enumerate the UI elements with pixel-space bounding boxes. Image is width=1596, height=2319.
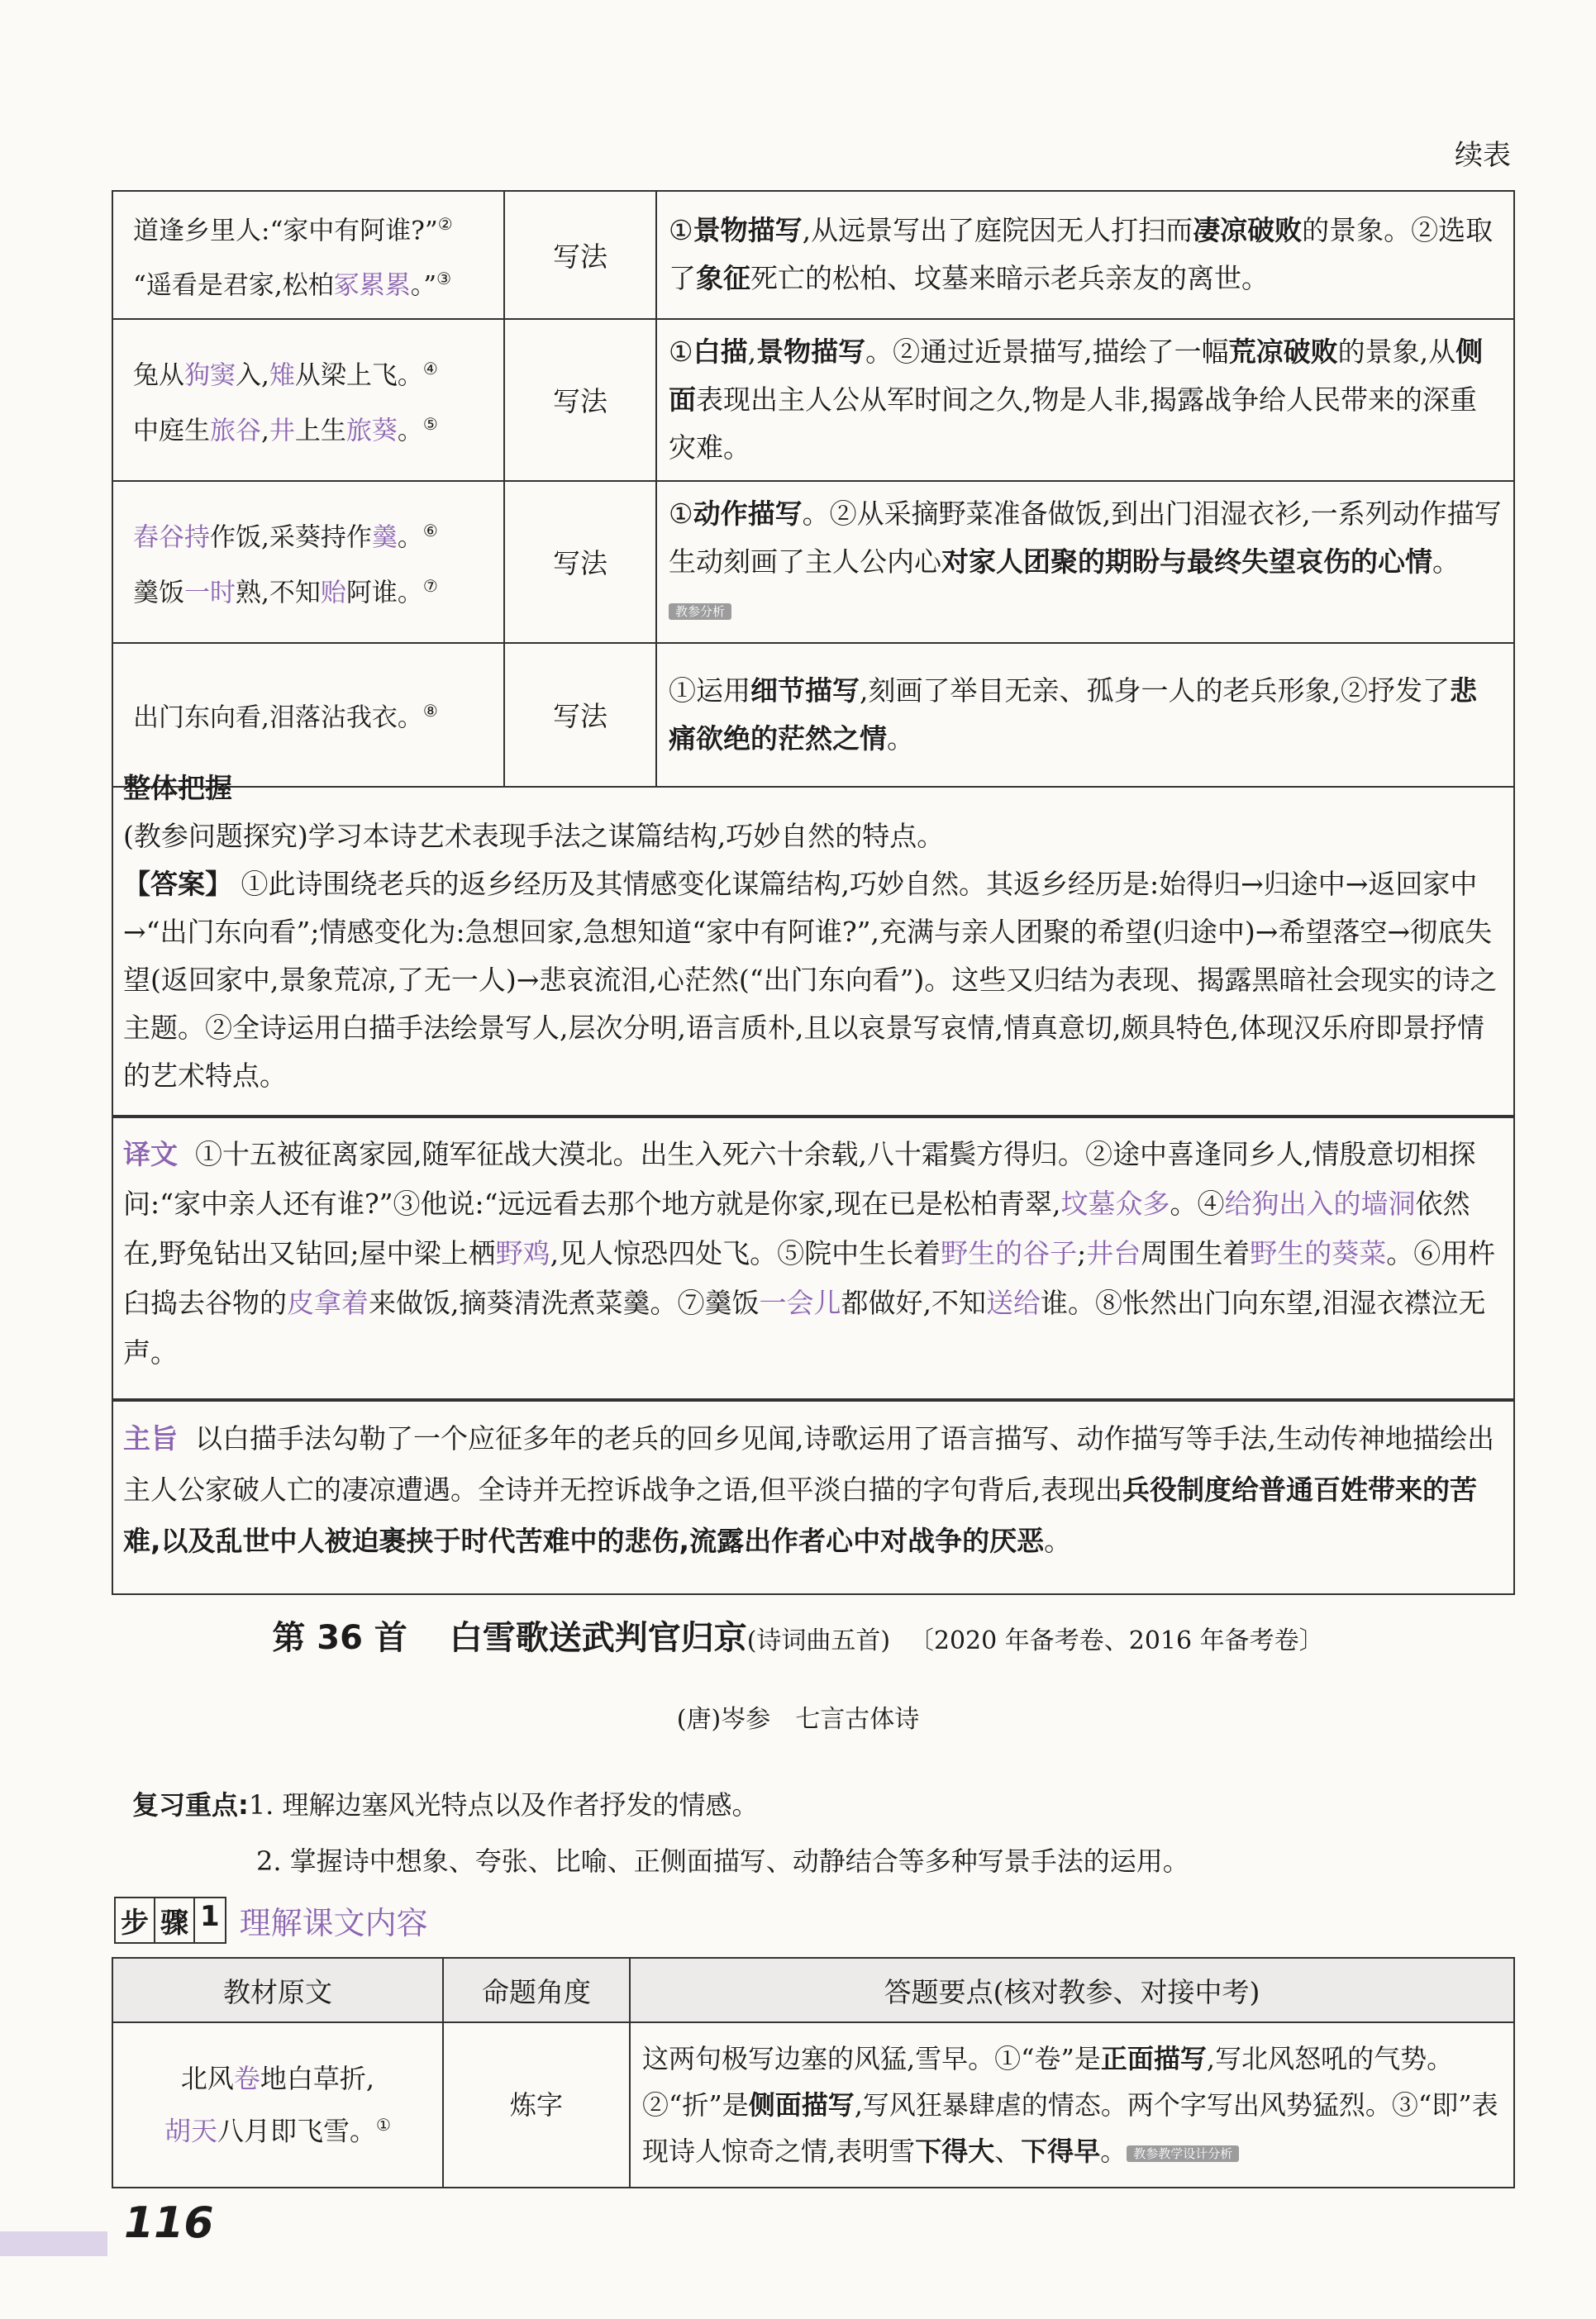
text-run: 都做好,不知	[841, 1287, 986, 1319]
original-text-cell	[112, 2022, 443, 2188]
original-text-cell	[112, 191, 504, 319]
annotated-word: 旅谷	[210, 415, 261, 445]
emphasis-text: 侧面	[669, 335, 1484, 416]
annotated-word: 舂谷持	[133, 522, 210, 553]
angle-cell: 炼字	[443, 2022, 630, 2188]
translation-label: 译文	[123, 1138, 178, 1170]
text-run: 。	[1432, 545, 1460, 578]
emphasis-text: 兵役制度给普通百姓带来的苦难,以及乱世中人被迫裹挟于时代苦难中的悲伤,流露出作者心中对战争的厌恶	[123, 1474, 1477, 1557]
angle-cell: 写法	[504, 481, 656, 643]
text-run: ,	[747, 335, 757, 368]
answer-cell	[630, 2022, 1514, 2188]
column-header: 命题角度	[443, 1958, 630, 2022]
poem-line	[133, 687, 493, 741]
poem-author: (唐)岑参 七言古体诗	[676, 1705, 920, 1734]
step-number: 1	[200, 1900, 220, 1933]
content-table	[112, 1957, 1515, 2188]
text-run: 。②从采摘野菜准备做饭,到出门泪湿衣衫,一系列动作描写生动刻画了主人公内心	[669, 497, 1502, 578]
emphasis-text: 侧面描写	[748, 2089, 855, 2121]
text-run: 、	[994, 2136, 1022, 2167]
annotated-word: 给狗出入的墙洞	[1224, 1188, 1416, 1220]
step-char: 骤	[155, 1898, 195, 1942]
step-title: 理解课文内容	[239, 1905, 428, 1941]
annotated-word: 送给	[986, 1287, 1041, 1319]
answer-text: ①此诗围绕老兵的返乡经历及其情感变化谋篇结构,巧妙自然。其返乡经历是:始得归→归途中→返回家中→“出门东向看”;情感变化为:急想回家,急想知道“家中有阿谁?”,充满与亲人团聚的希望(归途中)→希望落空→彻底失望(返回家中,景象荒凉,了无一人)→悲哀流泪,心茫然(“出门东向看”)。这些又归结为表现、揭露黑暗社会现实的诗之主题。②全诗运用白描手法绘景写人,层次分明,语言质朴,且以哀景写哀情,情真意切,颇具特色,体现汉乐府即景抒情的艺术特点。	[123, 868, 1498, 1092]
angle-cell: 写法	[504, 191, 656, 319]
table-row	[112, 481, 1514, 643]
analysis-table	[112, 190, 1515, 788]
text-run: ①	[669, 214, 693, 247]
emphasis-text: 下得大	[915, 2136, 995, 2167]
translation-text	[123, 1138, 1495, 1369]
text-run: 羹饭	[133, 577, 184, 607]
page-number: 116	[124, 2198, 214, 2248]
poem-title: 白雪歌送武判官归京	[449, 1619, 747, 1657]
annotated-word: 坟墓众多	[1060, 1188, 1170, 1220]
annotated-word: 井台	[1086, 1237, 1141, 1269]
annotated-word: 贻	[320, 577, 346, 607]
overall-section	[112, 753, 1515, 1117]
column-header: 答题要点(核对教参、对接中考)	[630, 1958, 1514, 2022]
poem-line	[133, 400, 493, 455]
text-run: 以白描手法勾勒了一个应征多年的老兵的回乡见闻,诗歌运用了语言描写、动作描写等手法,生动传神地描绘出主人公家破人亡的凄凉遭遇。全诗并无控诉战争之语,但平淡白描的字句背后,表现出	[123, 1422, 1494, 1506]
annotated-word: 羹	[371, 522, 398, 553]
emphasis-text: 悲痛欲绝的茫然之情	[669, 674, 1477, 755]
answer-cell	[656, 481, 1514, 643]
annotated-word: 野生的葵菜	[1250, 1237, 1387, 1269]
annotated-word: 冢累累	[333, 270, 411, 301]
overall-title: 整体把握	[123, 772, 232, 804]
text-run: 上生	[294, 415, 346, 445]
annotated-word: 卷	[233, 2063, 260, 2095]
source-badge: 教参教学设计分析	[1127, 2145, 1239, 2162]
text-run: 的景象。②选取了	[669, 214, 1494, 295]
review-item-2: 2. 掌握诗中想象、夸张、比喻、正侧面描写、动静结合等多种写景手法的运用。	[256, 1845, 1189, 1877]
emphasis-text: 动作描写	[693, 497, 803, 530]
original-text-cell	[112, 319, 504, 481]
poem-line	[133, 2102, 422, 2155]
footnote-marker: ⑦	[422, 575, 438, 596]
emphasis-text: 下得早	[1021, 2136, 1101, 2167]
emphasis-text: 荒凉破败	[1228, 335, 1338, 368]
annotated-word: 皮拿着	[287, 1287, 369, 1319]
table-header-row	[112, 1958, 1514, 2022]
theme-text	[123, 1422, 1494, 1557]
text-run: 。	[1100, 2136, 1127, 2167]
poem-exams: 〔2020 年备考卷、2016 年备考卷〕	[908, 1626, 1324, 1655]
emphasis-text: 对家人团聚的期盼与最终失望哀伤的心情	[941, 545, 1432, 578]
text-run: 。	[397, 415, 423, 445]
text-run: 作饭,采葵持作	[210, 522, 372, 553]
text-run: 。	[397, 522, 423, 553]
text-run: ,从远景写出了庭院因无人打扫而	[802, 214, 1193, 247]
annotated-word: 井	[269, 415, 295, 445]
text-run: ,刻画了举目无亲、孤身一人的老兵形象,②抒发了	[860, 674, 1450, 707]
emphasis-text: 象征	[696, 262, 750, 295]
text-run: 。④	[1170, 1188, 1225, 1220]
emphasis-text: 正面描写	[1100, 2043, 1207, 2074]
angle-cell: 写法	[504, 643, 656, 787]
text-run: 中庭生	[133, 415, 210, 445]
text-run: 这两句极写边塞的风猛,雪早。①“卷”是	[642, 2043, 1101, 2074]
translation-section	[112, 1117, 1515, 1400]
poem-heading	[0, 1612, 1596, 1659]
text-run: ①运用	[669, 674, 750, 707]
annotated-word: 一会儿	[759, 1287, 841, 1319]
footnote-marker: ⑥	[422, 521, 438, 541]
text-run: 依然在,野兔钻出又钻回;屋中梁上栖	[123, 1188, 1470, 1269]
poem-number: 第 36 首	[272, 1619, 407, 1657]
continued-label: 续表	[1455, 139, 1511, 172]
text-run: 道逢乡里人:“家中有阿谁?”	[133, 216, 438, 246]
source-badge: 教参分析	[669, 603, 731, 620]
theme-label: 主旨	[123, 1422, 178, 1455]
step-heading	[114, 1897, 428, 1944]
overall-answer	[123, 860, 1503, 1100]
text-run: ,写风狂暴肆虐的情态。两个字写出风势猛烈。③“即”表现诗人惊奇之情,表明雪	[642, 2089, 1498, 2167]
annotated-word: 野鸡	[495, 1237, 550, 1269]
text-run: 。②通过近景描写,描绘了一幅	[865, 335, 1229, 368]
annotated-word: 雉	[269, 360, 295, 391]
text-run: 来做饭,摘葵清洗煮菜羹。⑦羹饭	[369, 1287, 760, 1319]
text-run: ,写北风怒吼的气势。②“折”是	[642, 2043, 1454, 2121]
poem-line	[133, 507, 493, 561]
footnote-marker: ④	[422, 359, 438, 379]
poem-line	[133, 345, 493, 399]
annotated-word: 狗窦	[184, 360, 236, 391]
theme-section	[112, 1400, 1515, 1595]
text-run: 。	[1044, 1525, 1072, 1557]
page-band	[0, 2231, 107, 2256]
text-run: 出门东向看,泪落沾我衣。	[133, 702, 423, 733]
text-run: 的景象,从	[1337, 335, 1456, 368]
original-text-cell	[112, 481, 504, 643]
poem-line	[133, 562, 493, 617]
text-run: ,见人惊恐四处飞。⑤院中生长着	[550, 1237, 941, 1269]
overall-question: (教参问题探究)学习本诗艺术表现手法之谋篇结构,巧妙自然的特点。	[123, 820, 945, 852]
answer-cell	[656, 191, 1514, 319]
footnote-marker: ①	[376, 2115, 391, 2136]
text-run: 。”	[410, 270, 437, 301]
text-run: 入,	[236, 360, 269, 391]
review-points	[132, 1777, 1189, 1889]
poem-collection: (诗词曲五首)	[746, 1626, 891, 1655]
text-run: ①	[669, 497, 693, 530]
footnote-marker: ⑧	[422, 701, 438, 721]
column-header: 教材原文	[112, 1958, 443, 2022]
footnote-marker: ⑤	[422, 413, 438, 434]
text-run: 谁。⑧怅然出门向东望,泪湿衣襟泣无声。	[123, 1287, 1486, 1369]
emphasis-text: 白描	[693, 335, 748, 368]
table-row	[112, 191, 1514, 319]
text-run: ①	[669, 335, 693, 368]
annotated-word: 胡天	[164, 2115, 218, 2147]
answer-label: 【答案】	[123, 868, 232, 900]
text-run: 阿谁。	[345, 577, 423, 607]
text-run: ,	[261, 415, 269, 445]
emphasis-text: 景物描写	[756, 335, 866, 368]
poem-line	[133, 200, 493, 255]
table-row	[112, 2022, 1514, 2188]
text-run: 周围生着	[1141, 1237, 1251, 1269]
angle-cell: 写法	[504, 319, 656, 481]
table-row	[112, 319, 1514, 481]
text-run: 。⑥用杵臼捣去谷物的	[123, 1237, 1496, 1319]
review-item-1: 1. 理解边塞风光特点以及作者抒发的情感。	[248, 1789, 759, 1821]
text-run: 兔从	[133, 360, 184, 391]
emphasis-text: 凄凉破败	[1193, 214, 1303, 247]
text-run: 从梁上飞。	[294, 360, 423, 391]
poem-line	[133, 2055, 422, 2102]
text-run: 北风	[180, 2063, 234, 2095]
text-run: 表现出主人公从军时间之久,物是人非,揭露战争给人民带来的深重灾难。	[669, 383, 1477, 464]
text-run: 死亡的松柏、坟墓来暗示老兵亲友的离世。	[750, 262, 1269, 295]
text-run: 。	[887, 721, 914, 755]
text-run: ;	[1077, 1237, 1087, 1269]
answer-cell	[656, 319, 1514, 481]
step-badge	[114, 1897, 226, 1944]
text-run: 熟,不知	[236, 577, 321, 607]
emphasis-text: 细节描写	[750, 674, 860, 707]
text-run: ①十五被征离家园,随军征战大漠北。出生入死六十余载,八十霜鬓方得归。②途中喜逢同乡人,情殷意切相探问:“家中亲人还有谁?”③他说:“远远看去那个地方就是你家,现在已是松柏青翠,	[123, 1138, 1476, 1220]
annotated-word: 一时	[184, 577, 236, 607]
poem-line	[133, 255, 493, 309]
step-char: 步	[116, 1898, 155, 1942]
annotated-word: 旅葵	[345, 415, 398, 445]
text-run: “遥看是君家,松柏	[133, 270, 334, 301]
text-run: 地白草折,	[260, 2063, 375, 2095]
footnote-marker: ②	[437, 214, 453, 234]
text-run: 八月即飞雪。	[217, 2115, 377, 2147]
review-label: 复习重点:	[132, 1789, 249, 1821]
emphasis-text: 景物描写	[693, 214, 803, 247]
footnote-marker: ③	[436, 269, 451, 289]
annotated-word: 野生的谷子	[941, 1237, 1078, 1269]
